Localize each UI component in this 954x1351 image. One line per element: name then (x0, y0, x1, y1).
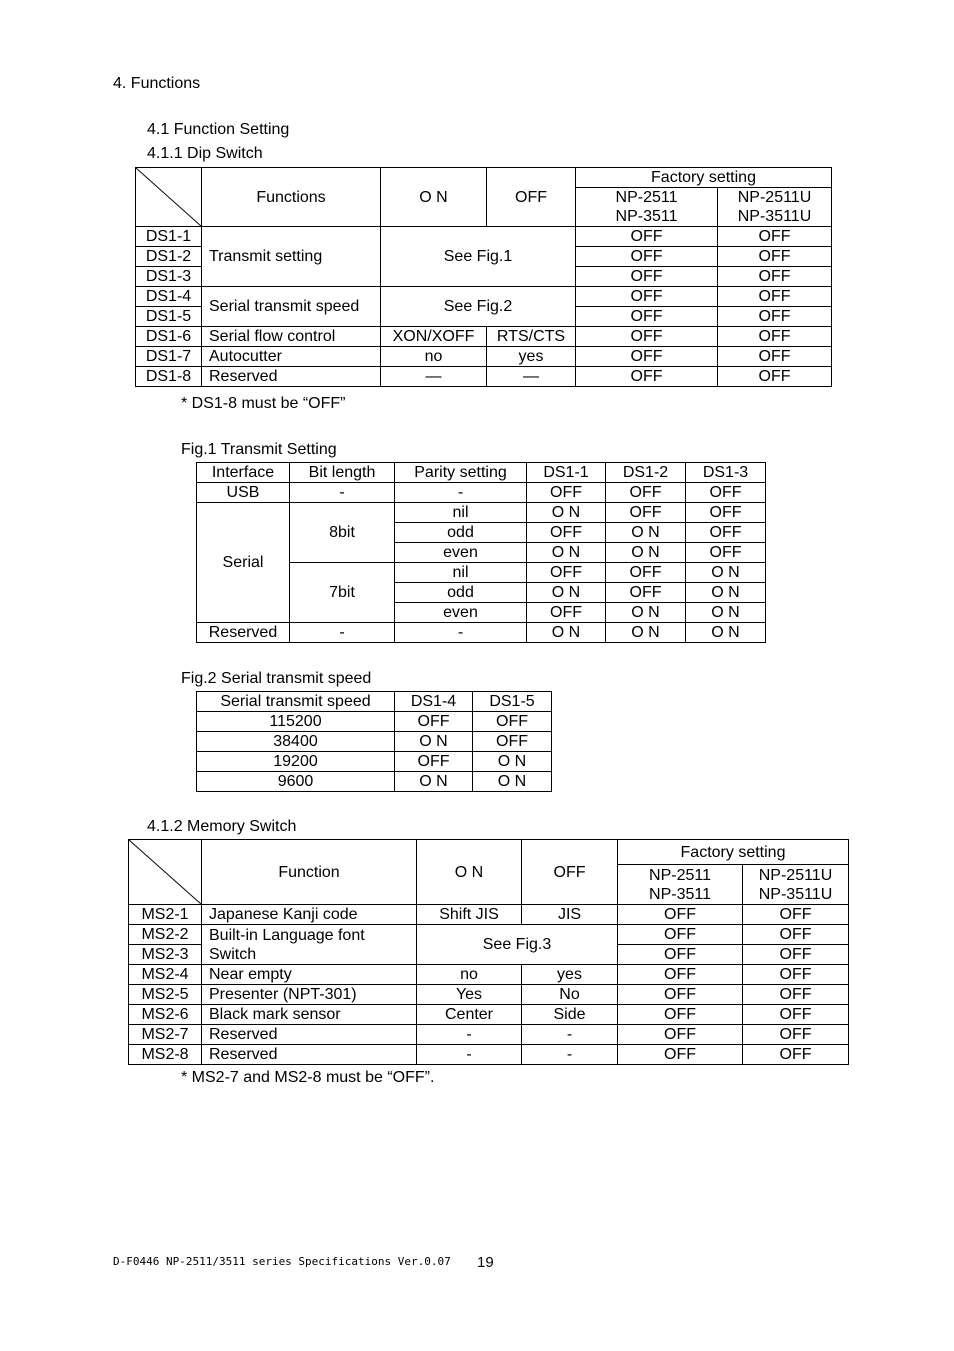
fig2-cell: 19200 (197, 752, 395, 772)
factory-value-b: OFF (743, 985, 849, 1005)
header-functions: Functions (202, 168, 381, 227)
header-off: OFF (487, 168, 576, 227)
switch-id: DS1-8 (136, 367, 202, 387)
fig1-cell: OFF (686, 483, 766, 503)
switch-id: MS2-6 (129, 1005, 202, 1025)
see-fig-3: See Fig.3 (417, 925, 618, 965)
factory-value-a: OFF (576, 307, 718, 327)
factory-value-a: OFF (618, 925, 743, 945)
fig2-cell: O N (473, 772, 552, 792)
page-number: 19 (477, 1254, 494, 1271)
off-value: yes (487, 347, 576, 367)
factory-value-b: OFF (718, 307, 832, 327)
fig1-cell: OFF (527, 603, 606, 623)
fig1-cell: O N (527, 503, 606, 523)
fig1-7bit-label: 7bit (290, 563, 395, 623)
header-on: O N (381, 168, 487, 227)
fig1-cell: O N (686, 603, 766, 623)
diagonal-corner-cell (129, 840, 202, 905)
factory-value-a: OFF (618, 1025, 743, 1045)
switch-id: DS1-4 (136, 287, 202, 307)
off-value: No (522, 985, 618, 1005)
off-value: JIS (522, 905, 618, 925)
fig1-cell: O N (527, 623, 606, 643)
fig1-cell: O N (606, 603, 686, 623)
factory-value-b: OFF (743, 1045, 849, 1065)
fig1-cell: O N (686, 583, 766, 603)
fig1-cell: - (290, 623, 395, 643)
on-value: - (417, 1045, 522, 1065)
factory-value-b: OFF (718, 267, 832, 287)
fig1-cell: OFF (606, 503, 686, 523)
on-value: Yes (417, 985, 522, 1005)
header-model-b: NP-2511U NP-3511U (718, 188, 832, 227)
fig1-cell: O N (686, 623, 766, 643)
factory-value-a: OFF (576, 287, 718, 307)
fig1-cell: - (395, 483, 527, 503)
factory-value-a: OFF (576, 267, 718, 287)
switch-id: MS2-1 (129, 905, 202, 925)
fig1-cell: even (395, 543, 527, 563)
fig1-8bit-label: 8bit (290, 503, 395, 563)
fig2-cell: OFF (395, 712, 473, 732)
switch-id: MS2-5 (129, 985, 202, 1005)
fig1-cell: odd (395, 583, 527, 603)
on-value: no (381, 347, 487, 367)
memory-switch-note: * MS2-7 and MS2-8 must be “OFF”. (181, 1069, 435, 1086)
fig2-cell: OFF (395, 752, 473, 772)
fig2-cell: OFF (473, 732, 552, 752)
factory-value-b: OFF (718, 247, 832, 267)
fig2-cell: OFF (473, 712, 552, 732)
function-label: Black mark sensor (202, 1005, 417, 1025)
header-factory-setting: Factory setting (618, 840, 849, 865)
dip-switch-note: * DS1-8 must be “OFF” (181, 395, 346, 412)
switch-id: MS2-7 (129, 1025, 202, 1045)
function-label: Near empty (202, 965, 417, 985)
factory-value-b: OFF (718, 327, 832, 347)
factory-value-a: OFF (618, 945, 743, 965)
header-on: O N (417, 840, 522, 905)
fig1-cell: OFF (527, 483, 606, 503)
fig1-cell: OFF (686, 543, 766, 563)
fig1-header: Parity setting (395, 463, 527, 483)
header-factory-setting: Factory setting (576, 168, 832, 188)
fig1-cell: USB (197, 483, 290, 503)
fig1-cell: O N (606, 623, 686, 643)
fig1-cell: OFF (686, 523, 766, 543)
off-value: — (487, 367, 576, 387)
fig1-cell: O N (686, 563, 766, 583)
header-model-a: NP-2511 NP-3511 (618, 865, 743, 905)
off-value: - (522, 1025, 618, 1045)
factory-value-a: OFF (618, 965, 743, 985)
fig2-cell: O N (395, 772, 473, 792)
fig1-header: DS1-3 (686, 463, 766, 483)
fig1-cell: O N (527, 583, 606, 603)
factory-value-a: OFF (618, 985, 743, 1005)
fig1-cell: nil (395, 563, 527, 583)
switch-id: MS2-2 (129, 925, 202, 945)
factory-value-b: OFF (743, 905, 849, 925)
footer-document-id: D-F0446 NP-2511/3511 series Specifications Ver.0.07 (113, 1255, 451, 1268)
factory-value-a: OFF (576, 247, 718, 267)
fig1-cell: OFF (606, 563, 686, 583)
header-model-a: NP-2511 NP-3511 (576, 188, 718, 227)
fig2-cell: 9600 (197, 772, 395, 792)
switch-id: DS1-1 (136, 227, 202, 247)
factory-value-b: OFF (718, 287, 832, 307)
fig1-cell: even (395, 603, 527, 623)
factory-value-a: OFF (618, 905, 743, 925)
on-value: XON/XOFF (381, 327, 487, 347)
fig2-cell: 115200 (197, 712, 395, 732)
header-function: Function (202, 840, 417, 905)
fig1-cell: OFF (606, 483, 686, 503)
switch-id: DS1-5 (136, 307, 202, 327)
on-value: - (417, 1025, 522, 1045)
factory-value-b: OFF (718, 227, 832, 247)
fig1-cell: Reserved (197, 623, 290, 643)
header-off: OFF (522, 840, 618, 905)
off-value: RTS/CTS (487, 327, 576, 347)
fig2-cell: O N (395, 732, 473, 752)
factory-value-a: OFF (576, 367, 718, 387)
see-fig-1: See Fig.1 (381, 227, 576, 287)
off-value: yes (522, 965, 618, 985)
switch-id: DS1-3 (136, 267, 202, 287)
fig1-cell: OFF (527, 523, 606, 543)
fig1-header: Interface (197, 463, 290, 483)
fig1-title: Fig.1 Transmit Setting (181, 441, 337, 458)
fig2-speed-table (196, 691, 552, 792)
function-label: Reserved (202, 1025, 417, 1045)
switch-id: DS1-2 (136, 247, 202, 267)
factory-value-b: OFF (718, 367, 832, 387)
off-value: Side (522, 1005, 618, 1025)
on-value: Center (417, 1005, 522, 1025)
switch-id: MS2-8 (129, 1045, 202, 1065)
function-label: Reserved (202, 1045, 417, 1065)
on-value: Shift JIS (417, 905, 522, 925)
fig1-cell: O N (606, 523, 686, 543)
fig1-transmit-table (196, 462, 766, 643)
factory-value-a: OFF (618, 1005, 743, 1025)
on-value: no (417, 965, 522, 985)
function-transmit-setting: Transmit setting (202, 227, 381, 287)
memory-switch-table (128, 839, 849, 1065)
function-label: Serial flow control (202, 327, 381, 347)
factory-value-a: OFF (618, 1045, 743, 1065)
switch-id: MS2-3 (129, 945, 202, 965)
fig1-cell: O N (606, 543, 686, 563)
fig2-title: Fig.2 Serial transmit speed (181, 670, 372, 687)
factory-value-a: OFF (576, 227, 718, 247)
switch-id: DS1-7 (136, 347, 202, 367)
function-label: Autocutter (202, 347, 381, 367)
function-label: Japanese Kanji code (202, 905, 417, 925)
factory-value-a: OFF (576, 347, 718, 367)
fig1-cell: - (395, 623, 527, 643)
memory-switch-title: 4.1.2 Memory Switch (147, 818, 297, 835)
fig1-cell: OFF (686, 503, 766, 523)
fig1-cell: - (290, 483, 395, 503)
fig1-header: DS1-1 (527, 463, 606, 483)
dip-switch-table (135, 167, 832, 387)
factory-value-b: OFF (743, 925, 849, 945)
header-model-b: NP-2511U NP-3511U (743, 865, 849, 905)
factory-value-b: OFF (743, 945, 849, 965)
fig1-serial-label: Serial (197, 503, 290, 623)
on-value: — (381, 367, 487, 387)
switch-id: MS2-4 (129, 965, 202, 985)
factory-value-b: OFF (743, 965, 849, 985)
function-label: Reserved (202, 367, 381, 387)
switch-id: DS1-6 (136, 327, 202, 347)
fig1-cell: O N (527, 543, 606, 563)
function-language-font: Built-in Language font Switch (202, 925, 417, 965)
off-value: - (522, 1045, 618, 1065)
fig1-cell: nil (395, 503, 527, 523)
factory-value-b: OFF (743, 1025, 849, 1045)
fig2-header: Serial transmit speed (197, 692, 395, 712)
fig1-cell: OFF (606, 583, 686, 603)
factory-value-b: OFF (718, 347, 832, 367)
factory-value-a: OFF (576, 327, 718, 347)
subsection-title: 4.1 Function Setting (147, 121, 290, 138)
fig2-header: DS1-5 (473, 692, 552, 712)
fig1-cell: OFF (527, 563, 606, 583)
fig2-cell: O N (473, 752, 552, 772)
function-serial-transmit-speed: Serial transmit speed (202, 287, 381, 327)
fig1-header: DS1-2 (606, 463, 686, 483)
section-title: 4. Functions (113, 75, 201, 92)
fig1-header: Bit length (290, 463, 395, 483)
fig2-cell: 38400 (197, 732, 395, 752)
diagonal-corner-cell (136, 168, 202, 227)
function-label: Presenter (NPT-301) (202, 985, 417, 1005)
factory-value-b: OFF (743, 1005, 849, 1025)
see-fig-2: See Fig.2 (381, 287, 576, 327)
fig2-header: DS1-4 (395, 692, 473, 712)
fig1-cell: odd (395, 523, 527, 543)
dip-switch-title: 4.1.1 Dip Switch (147, 145, 263, 162)
